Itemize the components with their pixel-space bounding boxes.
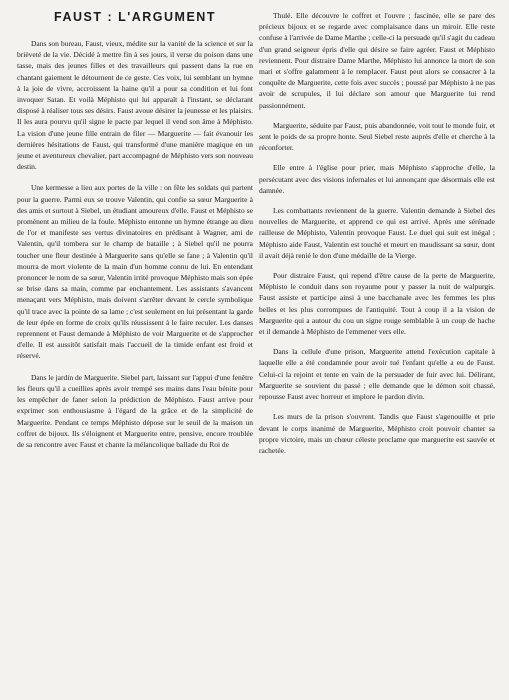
paragraph-kermesse: Une kermesse a lieu aux portes de la ville : on fête les soldats qui partent pour la guerre. Parmi eux se trouve Valentin, qui confie sa sœur Marguerite à des amis et surtout à Siebel, un étudiant amoureux d'elle. Faust et Méphisto se promènent au milieu de la foule. Méphisto entonne un hymne étrange au dieu de l'or et manifeste ses vertus divinatoires en prédisant à Wagner, ami de Valentin, qu'il tombera sur le champ de bataille ; à Siebel qu'il ne pourra toucher une fleur destinée à Marguerite sans qu'elle se fane ; à Valentin qu'il mourra de mort violente de la main d'un homme connu de lui. En entendant prononcer le nom de sa sœur, Valentin irrité provoque Méphisto mais son épée se brise dans sa main, comme par enchantement. Les assistants s'avancent menaçant vers Méphisto, mais doivent s'arrêter devant le cercle symbolique qu'il trace avec la pointe de sa lame ; c'est seulement en lui présentant la garde de leur épée en forme de croix qu'ils réussissent à le faire reculer. Les danses reprennent et Faust demande à Méphisto de voir Marguerite et de s'approcher d'elle. Il est aussitôt satisfait mais l'accueil de la timide enfant est froid et réservé. (17, 183, 253, 361)
paragraph-duel: Les combattants reviennent de la guerre. Valentin demande à Siebel des nouvelles de Marguerite, et apprend ce qui est arrivé. Après une sérénade railleuse de Méphisto, Valentin provoque Faust. Le duel qui suit est inégal ; Méphisto aide Faust, Valentin est touché et meurt en maudissant sa sœur, dont il avait déjà renié le don d'une médaille de la Vierge. (259, 206, 495, 260)
paragraph-garden: Dans le jardin de Marguerite. Siebel part, laissant sur l'appui d'une fenêtre les fleurs qu'il a cueillies après avoir trempé ses mains dans l'eau bénite pour les empêcher de faner selon la prédiction de Méphisto. Faust arrive pour exprimer son enthousiasme à l'égard de la grâce et de la simplicité de Marguerite. Pendant ce temps Méphisto dépose sur le seuil de la maison un coffret de bijoux. Ils s'éloignent et Marguerite entre, pensive, encore troublée de sa rencontre avec Faust et chante la mélancolique ballade du Roi de (17, 372, 253, 449)
paragraph-prison: Dans la cellule d'une prison, Marguerite attend l'exécution capitale à laquelle elle a été condamnée pour avoir tué l'enfant qu'elle a eu de Faust. Celui-ci la rejoint et tente en vain de la persuader de fuir avec lui. Délirant, Marguerite se souvient du passé ; elle demande que le démon soit chassé, repousse Faust avec horreur et implore le pardon divin. (259, 347, 495, 402)
paragraph-walpurgis: Pour distraire Faust, qui repend d'être cause de la perte de Marguerite, Méphisto le conduit dans son royaume pour y passer la nuit de walpurgis. Faust assiste et participe ainsi à une bacchanale avec les femmes les plus belles et les plus corrompues de l'antiquité. Tout à coup il a la vision de Marguerite qui a autour du cou un signe rouge semblable à un coup de hache et il demande à Méphisto de l'emmener vers elle. (259, 271, 495, 337)
paragraph-abandoned: Marguerite, séduite par Faust, puis abandonnée, voit tout le monde fuir, et sent le poids de sa propre honte. Seul Siebel reste auprès d'elle et cherche à la réconforter. (259, 120, 495, 153)
right-column (259, 10, 495, 465)
paragraph-church: Elle entre à l'église pour prier, mais Méphisto s'approche d'elle, la persécutant avec des visions infernales et lui annonçant que désormais elle est damnée. (259, 163, 495, 195)
paragraph-jewels: Thulé. Elle découvre le coffret et l'ouvre ; fascinée, elle se pare des précieux bijoux et se regarde avec complaisance dans un miroir. Elle reste confuse à l'arrivée de Dame Marthe ; celle-ci la persuade qu'il s'agit du cadeau d'un grand seigneur épris d'elle qui désire se faire agréer. Faust et Méphisto reviennent. Pour distraire Dame Marthe, Méphisto lui annonce la mort de son mari et s'offre galamment à le remplacer. Faust peut alors se consacrer à la conquête de Marguerite, cette fois avec succès ; poussé par Méphisto à ne pas avoir de scrupules, il lui déclare son amour que Marguerite lui rend passionnément. (259, 11, 495, 110)
paragraph-study: Dans son bureau, Faust, vieux, médite sur la vanité de la science et sur la brièveté de la vie. Décidé à mettre fin à ses jours, il verse du poison dans une tasse, mais des jeunes filles et des travailleurs qui passent dans la rue en chantant gaiement le détournent de ce geste. Ces voix, lui semblant un hymne à la joie de vivre, accroissent la haine qu'il a pour sa condition et lui font invoquer Satan. Et voilà Méphisto qui lui apparaît à l'instant, se déclarant disposé à réaliser tous ses désirs. Faust avoue désirer la jeunesse et les plaisirs. Il les aura pourvu qu'il signe le pacte par lequel il vend son âme à Méphisto. La vision d'une jeune fille entrain de filer — Marguerite — fait évanouir les dernières hésitations de Faust, qui transformé d'une manière magique en un jeune et aventureux chevalier, part accompagné de Méphisto vers son nouveau destin. (17, 39, 253, 172)
page-title: FAUST : L'ARGUMENT (54, 10, 216, 24)
paragraph-redemption: Les murs de la prison s'ouvrent. Tandis que Faust s'agenouille et prie devant le corps inanimé de Marguerite, Méphisto croit pouvoir chanter sa propre victoire, mais un chœur céleste proclame que marguerite est sauvée et rachetée. (259, 412, 495, 455)
left-column (17, 10, 253, 460)
